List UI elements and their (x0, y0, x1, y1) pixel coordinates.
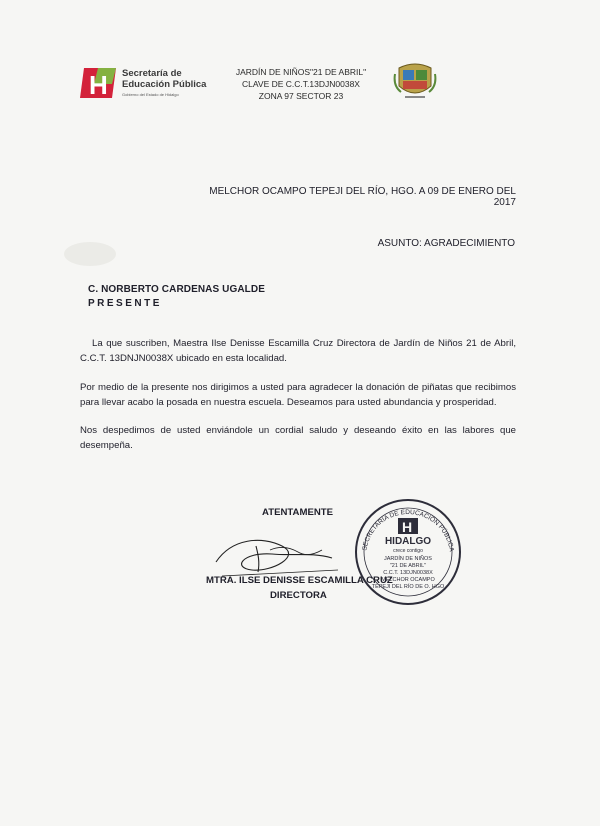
official-stamp (352, 496, 464, 608)
signer-title: DIRECTORA (270, 590, 327, 601)
stamp-state: HIDALGO (384, 536, 432, 547)
paper-smudge (60, 236, 120, 272)
school-key: CLAVE DE C.C.T.13DJN0038X (242, 79, 360, 89)
sep-logo-subtitle: Gobierno del Estado de Hidalgo (122, 92, 179, 97)
closing-atentamente: ATENTAMENTE (262, 507, 334, 518)
stamp-arc-text: SECRETARÍA DE EDUCACIÓN PÚBLICA (361, 508, 455, 553)
presente-label: PRESENTE (88, 298, 162, 309)
paragraph-intro: La que suscriben, Maestra Ilse Denisse Escamilla Cruz Directora de Jardín de Niños 21 de Abril, C.C.T. 13DNJN0038X ubicado en esta localidad. (80, 338, 516, 364)
school-zone: ZONA 97 SECTOR 23 (258, 91, 344, 101)
sep-h-logo-icon (78, 66, 118, 100)
stamp-line2: "21 DE ABRIL" (389, 563, 427, 569)
sep-logo-line2: Educación Pública (122, 79, 207, 90)
sep-logo (78, 66, 218, 104)
svg-text:H: H (89, 70, 108, 100)
stamp-motto: crece contigo (393, 548, 423, 554)
school-header (226, 66, 376, 102)
stamp-line5: TEPEJI DEL RÍO DE O. HGO (371, 584, 445, 590)
signer-name: MTRA. ILSE DENISSE ESCAMILLA CRUZ (206, 575, 393, 586)
stamp-line3: C.C.T. 13DJN0038X (383, 570, 433, 576)
sep-logo-text (122, 68, 206, 90)
municipal-crest-icon (393, 60, 437, 102)
paragraph-closing: Nos despedimos de usted enviándole un cordial saludo y deseando éxito en las labores que desempeña. (80, 425, 516, 451)
stamp-line1: JARDÍN DE NIÑOS (384, 556, 432, 562)
school-name: JARDÍN DE NIÑOS"21 DE ABRIL" (235, 67, 367, 77)
addressee-name: C. NORBERTO CARDENAS UGALDE (88, 284, 265, 295)
sep-logo-line1: Secretaría de (122, 68, 182, 79)
paragraph-body: Por medio de la presente nos dirigimos a usted para agradecer la donación de piñatas que recibimos para llevar acabo la posada en nuestra escuela. Deseamos para usted abundancia y prosperidad. (80, 382, 516, 408)
svg-text:H: H (402, 519, 413, 535)
subject-line: ASUNTO: AGRADECIMIENTO (377, 238, 515, 249)
place-date: MELCHOR OCAMPO TEPEJI DEL RÍO, HGO. A 09 DE ENERO DEL 2017 (209, 186, 516, 208)
stamp-line4: MELCHOR OCAMPO (381, 577, 435, 583)
